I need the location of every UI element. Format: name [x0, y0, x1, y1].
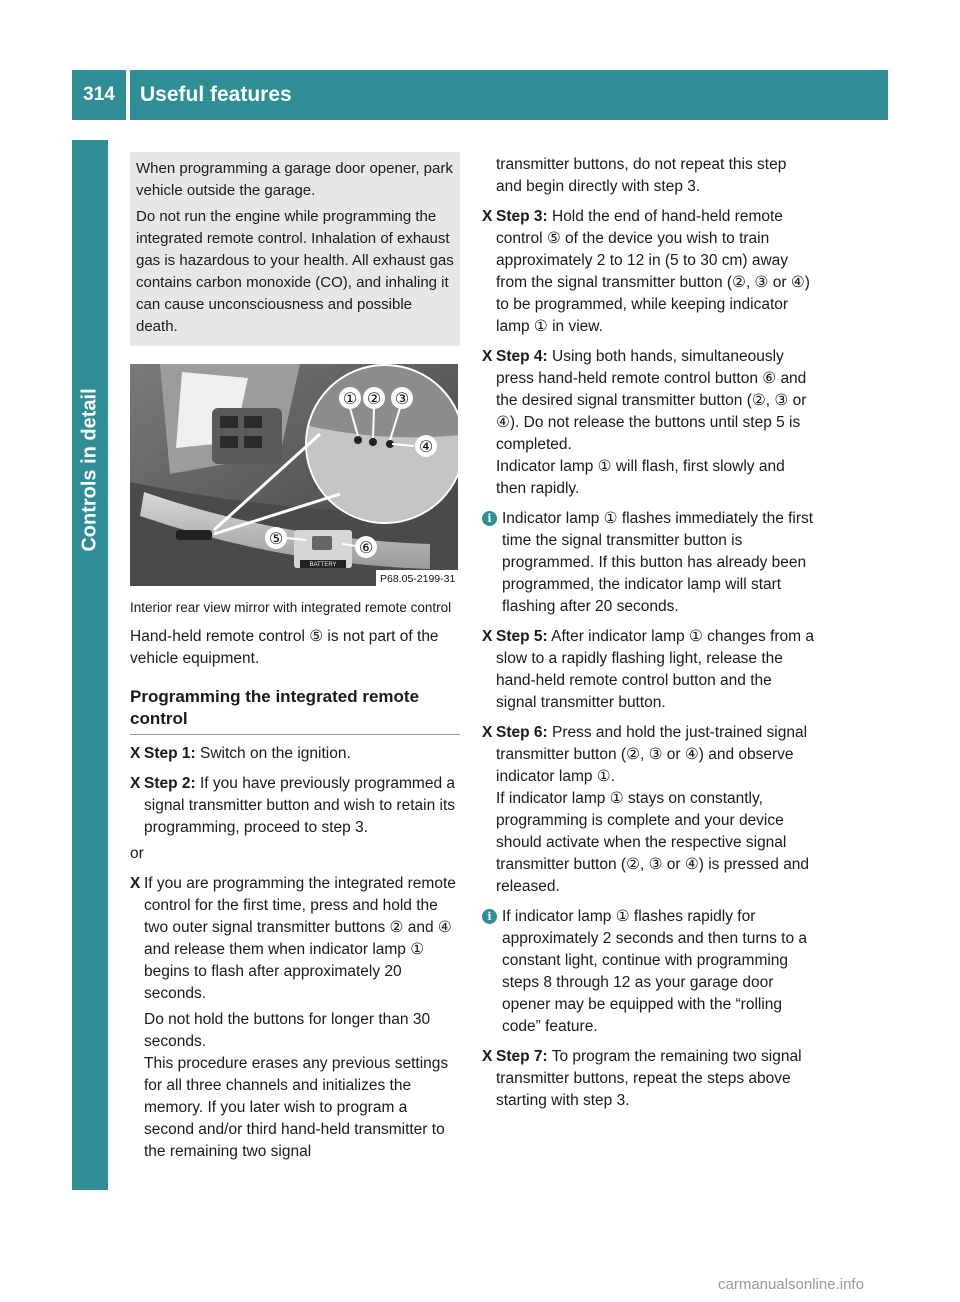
step-marker-icon: X [482, 208, 493, 225]
step-1-text: Switch on the ignition. [195, 745, 351, 762]
mirror-figure [130, 364, 458, 586]
info-note-2 [482, 906, 814, 1038]
step-4-text: Using both hands, simultaneously press hand-held remote control button ⑥ and the desired signal transmitter button (②, ③ or ④). Do not release the buttons until step 5 is completed. [496, 348, 807, 453]
svg-text:②: ② [366, 389, 382, 408]
callout-4 [415, 435, 437, 457]
svg-text:⑥: ⑥ [358, 538, 374, 557]
side-tab-label [72, 360, 108, 580]
step-6-text: Press and hold the just-trained signal transmitter button (②, ③ or ④) and observe indicator lamp ①. [496, 724, 808, 785]
or-text: or [130, 845, 144, 862]
callout-3 [391, 387, 413, 409]
step-6 [482, 722, 814, 898]
step-5-text: After indicator lamp ① changes from a slow to a rapidly flashing light, release the hand-held remote control button and the signal transmitter button. [496, 628, 815, 711]
step-alt [130, 873, 460, 1163]
figure-caption: Interior rear view mirror with integrated remote control [130, 600, 452, 615]
step-3 [482, 206, 814, 338]
figure-code: P68.05-2199-31 [380, 573, 456, 585]
step-alt-note-2: This procedure erases any previous settings for all three channels and initializes the memory. If you later wish to program a second and/or third hand-held transmitter to the remaining two signal [144, 1055, 449, 1160]
svg-text:④: ④ [418, 437, 434, 456]
step-5-label: Step 5: [496, 628, 548, 645]
step-marker-icon: X [130, 875, 141, 892]
step-7-text: To program the remaining two signal transmitter buttons, repeat the steps above starting with step 3. [496, 1048, 802, 1109]
step-4-label: Step 4: [496, 348, 548, 365]
info-note-1 [482, 508, 814, 618]
warning-box [130, 152, 460, 346]
side-tab [72, 140, 108, 1190]
warning-paragraph-1: When programming a garage door opener, park vehicle outside the garage. [136, 160, 453, 199]
step-alt-text: If you are programming the integrated remote control for the first time, press and hold the two outer signal transmitter buttons ② and ④ and release them when indicator lamp ① begins to flash after approximately 20 seconds. [144, 875, 456, 1002]
callout-5 [265, 527, 287, 549]
info-note-1-text: Indicator lamp ① flashes immediately the first time the signal transmitter button is programmed. If this button has already been programmed, the indicator lamp will start flashing after 20 seconds. [502, 510, 814, 615]
svg-text:③: ③ [394, 389, 410, 408]
step-1-label: Step 1: [144, 745, 196, 762]
svg-text:⑤: ⑤ [268, 529, 284, 548]
step-5 [482, 626, 814, 714]
svg-text:①: ① [342, 389, 358, 408]
step-marker-icon: X [482, 724, 493, 741]
continued-text: transmitter buttons, do not repeat this step and begin directly with step 3. [496, 156, 787, 195]
step-2 [130, 773, 460, 839]
watermark: carmanualsonline.info [718, 1276, 864, 1293]
info-icon: i [482, 909, 497, 924]
info-icon: i [482, 511, 497, 526]
step-marker-icon: X [482, 628, 493, 645]
step-marker-icon: X [482, 348, 493, 365]
step-alt-continued [482, 154, 814, 198]
info-note-2-text: If indicator lamp ① flashes rapidly for approximately 2 seconds and then turns to a constant light, continue with programming steps 8 through 12 as your garage door opener may be equipped with the “rolling code” feature. [502, 908, 808, 1035]
step-7-label: Step 7: [496, 1048, 548, 1065]
step-6-label: Step 6: [496, 724, 548, 741]
remote-note: Hand-held remote control ⑤ is not part of the vehicle equipment. [130, 628, 439, 667]
battery-label: BATTERY [309, 562, 337, 568]
step-2-label: Step 2: [144, 775, 196, 792]
callout-2 [363, 387, 385, 409]
step-1 [130, 743, 460, 765]
page-title: Useful features [140, 83, 292, 106]
header-divider [126, 70, 130, 120]
step-4-note: Indicator lamp ① will flash, first slowly and then rapidly. [496, 458, 785, 497]
step-4 [482, 346, 814, 500]
step-alt-note-1: Do not hold the buttons for longer than 30 seconds. [144, 1011, 431, 1050]
step-3-label: Step 3: [496, 208, 548, 225]
callout-1 [339, 387, 361, 409]
page-number: 314 [83, 84, 115, 105]
side-tab-text: Controls in detail [78, 388, 101, 552]
right-column [482, 154, 814, 1112]
step-7 [482, 1046, 814, 1112]
callout-6 [355, 536, 377, 558]
step-marker-icon: X [130, 775, 141, 792]
step-6-note: If indicator lamp ① stays on constantly, programming is complete and your device should activate when the respective signal transmitter button (②, ③ or ④) is pressed and released. [496, 790, 810, 895]
left-column [130, 152, 460, 1163]
step-3-text: Hold the end of hand-held remote control ⑤ of the device you wish to train approximately 2 to 12 in (5 to 30 cm) away from the signal transmitter button (②, ③ or ④) to be programmed, while keeping indicator lamp ① in view. [496, 208, 810, 335]
mirror-illustration [130, 364, 458, 586]
step-marker-icon: X [130, 745, 141, 762]
section-heading: Programming the integrated remote control [130, 686, 460, 735]
warning-paragraph-2: Do not run the engine while programming the integrated remote control. Inhalation of exhaust gas is hazardous to your health. All exhaust gas contains carbon monoxide (CO), and inhaling it can cause unconsciousness and possible death. [136, 208, 454, 335]
step-marker-icon: X [482, 1048, 493, 1065]
step-2-text: If you have previously programmed a signal transmitter button and wish to retain its programming, proceed to step 3. [144, 775, 456, 836]
